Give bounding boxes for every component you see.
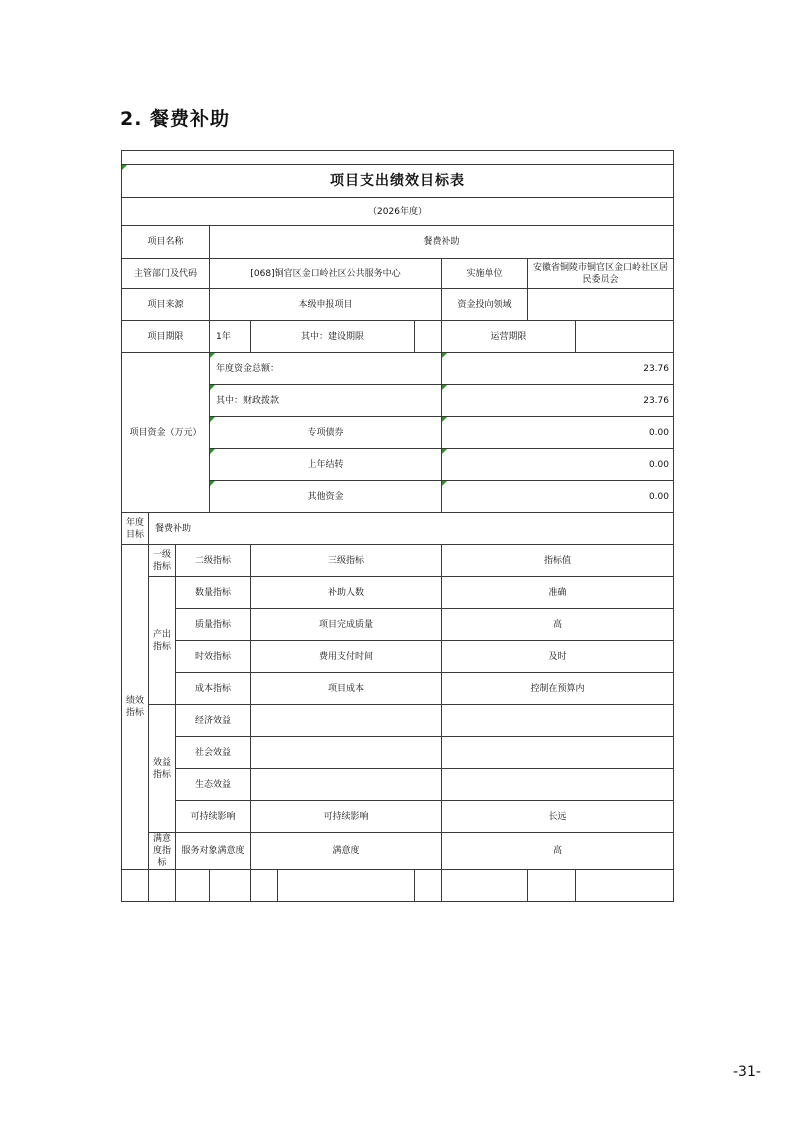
period-label: 项目期限 (122, 321, 210, 353)
impl-label: 实施单位 (442, 259, 528, 289)
satisfaction-label: 满意度指标 (149, 833, 176, 870)
benefit-l3-3: 可持续影响 (251, 801, 442, 833)
funds-label: 项目资金（万元） (122, 353, 210, 513)
impl-value: 安徽省铜陵市铜官区金口岭社区居民委员会 (528, 259, 674, 289)
benefit-l3-1 (251, 737, 442, 769)
output-l2-2: 时效指标 (176, 641, 251, 673)
field-label: 资金投向领域 (442, 289, 528, 321)
page-number: -31- (733, 1064, 761, 1080)
output-v-1: 高 (442, 609, 674, 641)
benefit-v-1 (442, 737, 674, 769)
benefit-v-2 (442, 769, 674, 801)
output-l3-2: 费用支付时间 (251, 641, 442, 673)
output-label: 产出指标 (149, 577, 176, 705)
build-value (415, 321, 442, 353)
funds-value-3: 0.00 (442, 449, 674, 481)
annual-goal-label: 年度目标 (122, 513, 149, 545)
funds-value-2: 0.00 (442, 417, 674, 449)
funds-value-0: 23.76 (442, 353, 674, 385)
benefit-l2-3: 可持续影响 (176, 801, 251, 833)
field-value (528, 289, 674, 321)
funds-label-4: 其他资金 (210, 481, 442, 513)
output-l3-0: 补助人数 (251, 577, 442, 609)
benefit-l2-1: 社会效益 (176, 737, 251, 769)
funds-label-1: 其中：财政拨款 (210, 385, 442, 417)
funds-value-4: 0.00 (442, 481, 674, 513)
benefit-l2-2: 生态效益 (176, 769, 251, 801)
funds-label-0: 年度资金总额： (210, 353, 442, 385)
funds-label-3: 上年结转 (210, 449, 442, 481)
benefit-v-0 (442, 705, 674, 737)
value-header: 指标值 (442, 545, 674, 577)
source-value: 本级申报项目 (210, 289, 442, 321)
benefit-v-3: 长远 (442, 801, 674, 833)
benefit-l2-0: 经济效益 (176, 705, 251, 737)
benefit-l3-0 (251, 705, 442, 737)
funds-label-2: 专项债券 (210, 417, 442, 449)
level3-header: 三级指标 (251, 545, 442, 577)
source-label: 项目来源 (122, 289, 210, 321)
annual-goal-value: 餐费补助 (149, 513, 674, 545)
benefit-l3-2 (251, 769, 442, 801)
operate-value (576, 321, 674, 353)
satisfaction-l3: 满意度 (251, 833, 442, 870)
output-l3-3: 项目成本 (251, 673, 442, 705)
dept-value: [068]铜官区金口岭社区公共服务中心 (210, 259, 442, 289)
table-title: 项目支出绩效目标表 (122, 165, 674, 198)
level1-header: 一级指标 (149, 545, 176, 577)
dept-label: 主管部门及代码 (122, 259, 210, 289)
project-name-label: 项目名称 (122, 226, 210, 259)
output-v-3: 控制在预算内 (442, 673, 674, 705)
output-l2-3: 成本指标 (176, 673, 251, 705)
table-year: （2026年度） (122, 198, 674, 226)
output-l3-1: 项目完成质量 (251, 609, 442, 641)
level2-header: 二级指标 (176, 545, 251, 577)
satisfaction-v: 高 (442, 833, 674, 870)
output-l2-0: 数量指标 (176, 577, 251, 609)
period-value: 1年 (210, 321, 251, 353)
project-name-value: 餐费补助 (210, 226, 674, 259)
output-v-0: 准确 (442, 577, 674, 609)
section-heading: 2. 餐费补助 (120, 108, 231, 130)
performance-target-table (121, 150, 674, 902)
operate-label: 运营期限 (442, 321, 576, 353)
perf-label: 绩效指标 (122, 545, 149, 870)
output-l2-1: 质量指标 (176, 609, 251, 641)
output-v-2: 及时 (442, 641, 674, 673)
satisfaction-l2: 服务对象满意度 (176, 833, 251, 870)
benefit-label: 效益指标 (149, 705, 176, 833)
funds-value-1: 23.76 (442, 385, 674, 417)
build-label: 其中：建设期限 (251, 321, 415, 353)
